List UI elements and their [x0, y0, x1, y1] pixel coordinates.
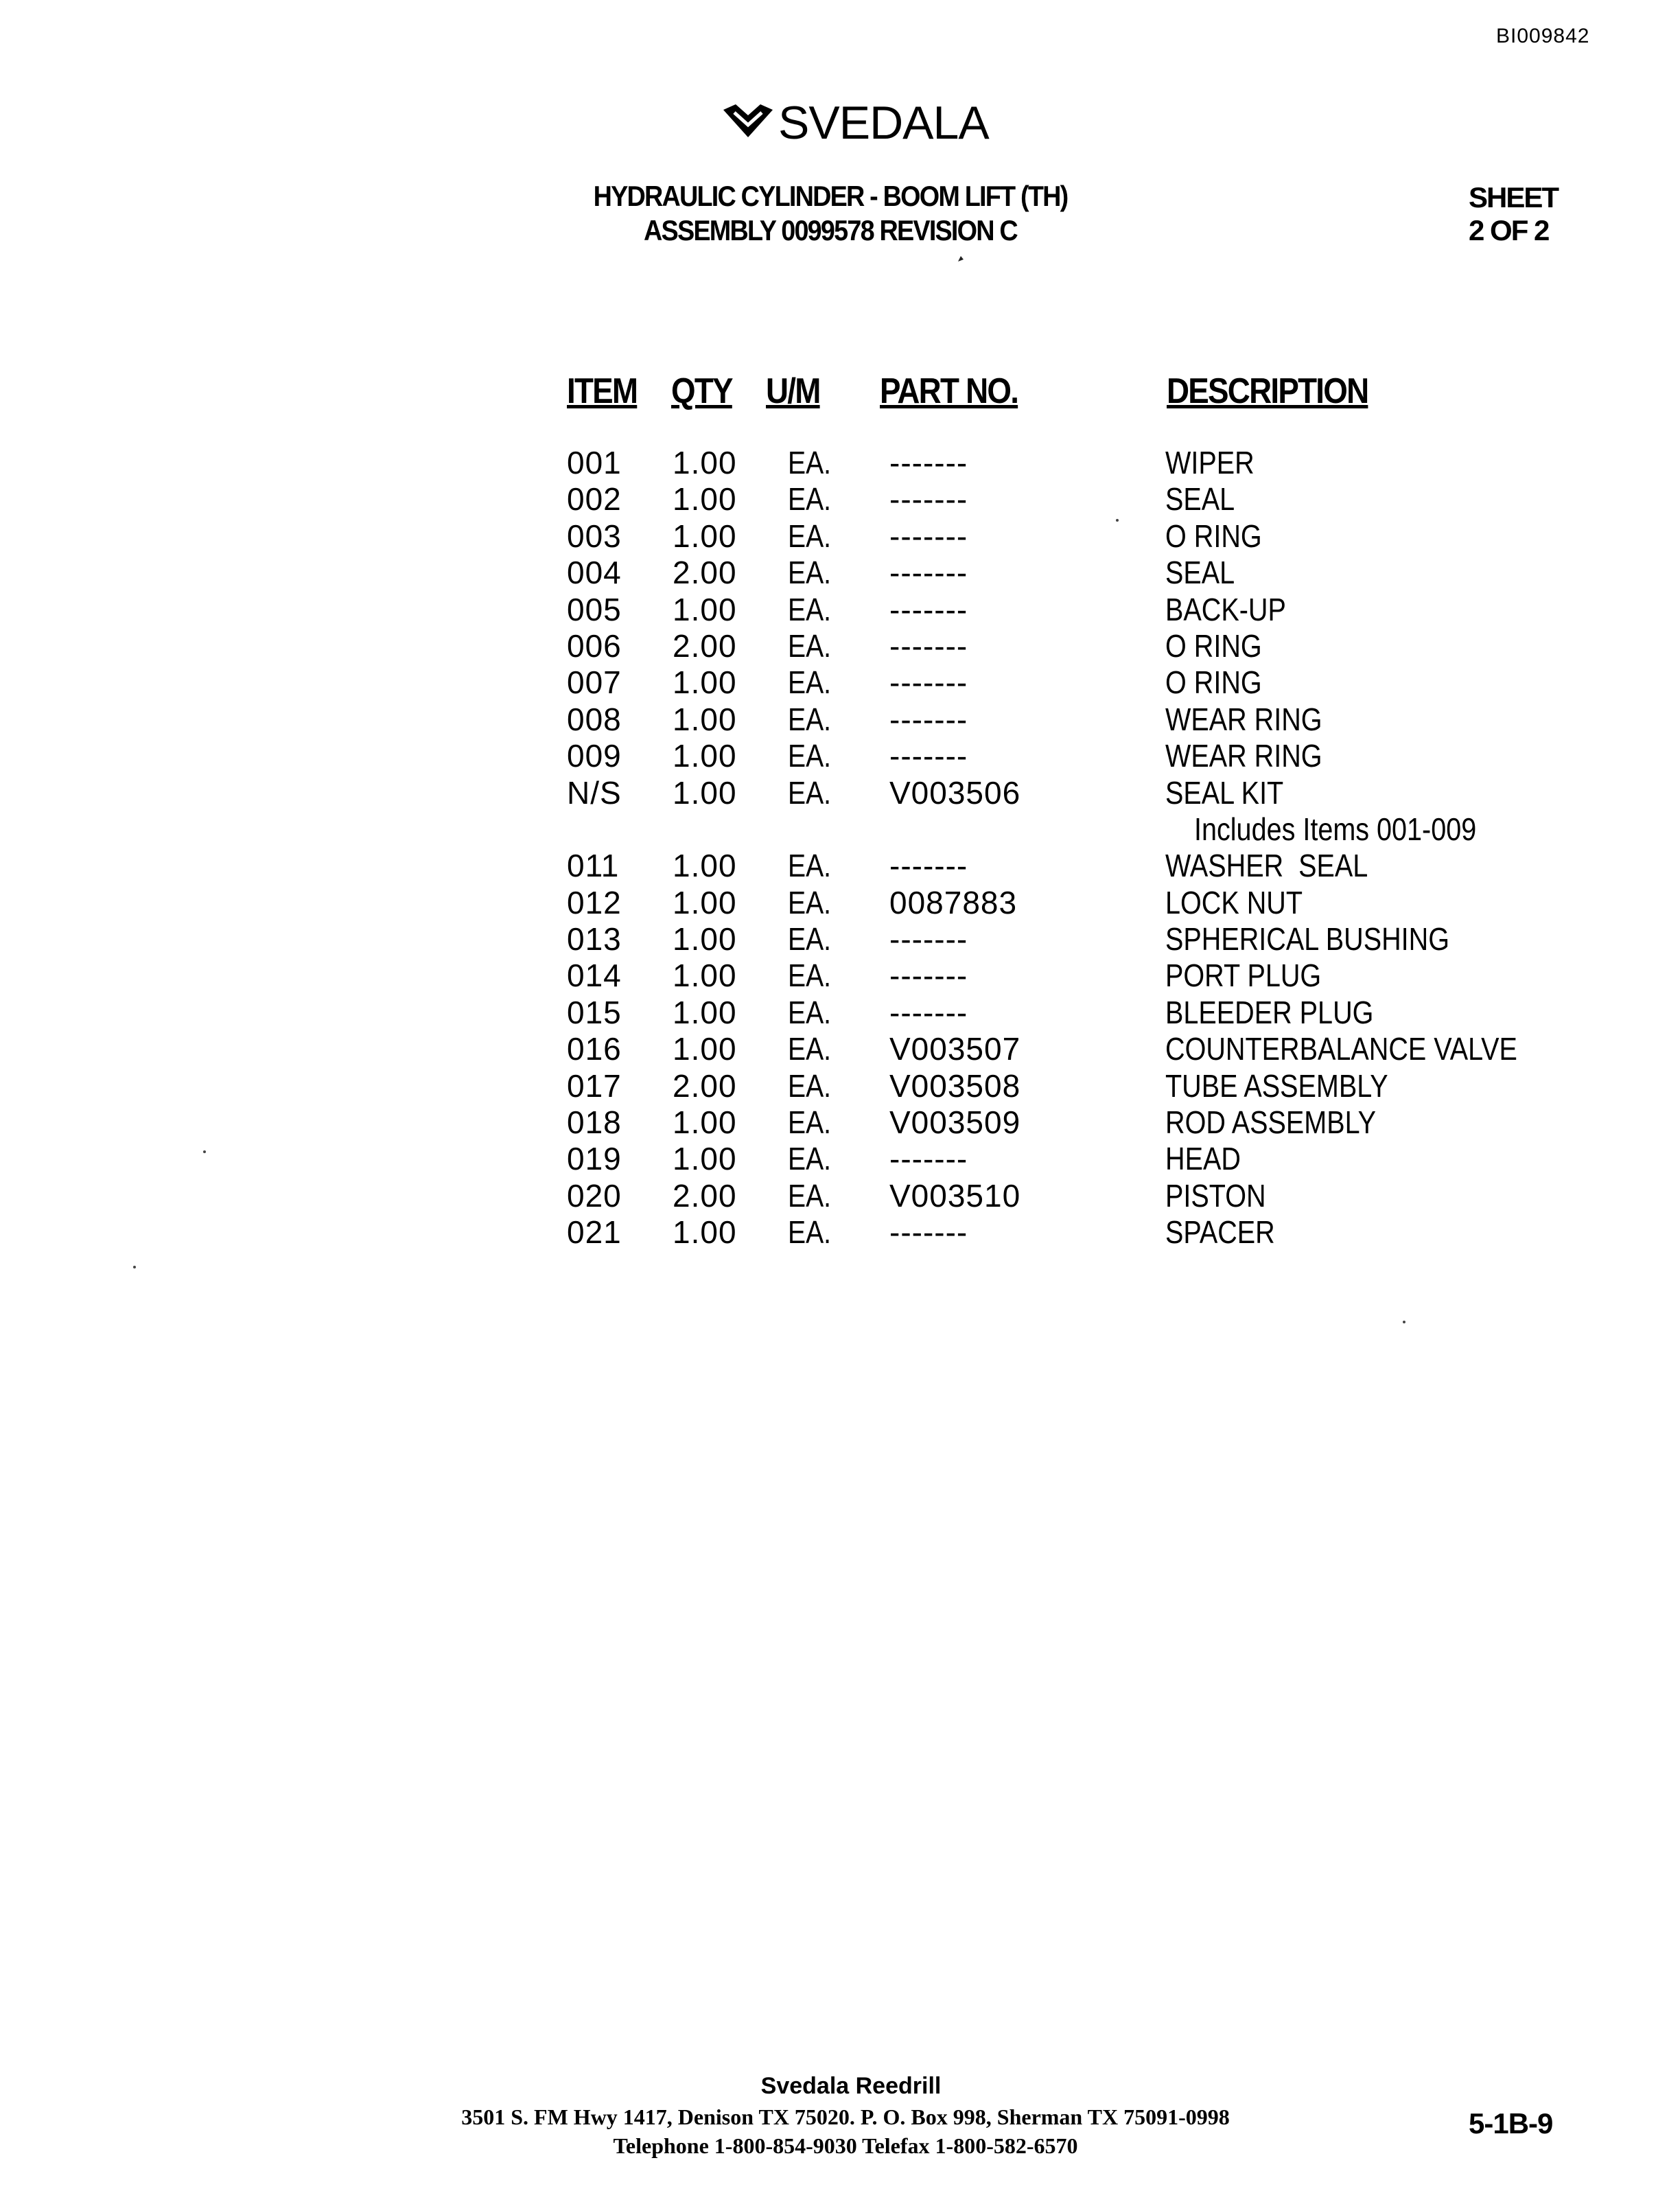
part-description: SEAL: [1165, 481, 1235, 518]
unit-of-measure: EA.: [788, 1177, 832, 1214]
scan-speck: [957, 255, 964, 262]
quantity: 1.00: [673, 774, 737, 811]
item-number: 011: [567, 848, 620, 884]
quantity: 1.00: [673, 848, 737, 884]
part-description: SEAL: [1165, 555, 1235, 591]
footer-company-name: Svedala Reedrill: [760, 2073, 942, 2099]
part-number: -------: [889, 958, 968, 994]
item-number: 002: [567, 481, 622, 518]
part-number: V003508: [889, 1067, 1021, 1104]
svedala-logo: [721, 96, 989, 151]
part-number: V003509: [889, 1104, 1021, 1141]
part-number: -------: [889, 555, 968, 591]
table-row: [0, 995, 1680, 1031]
item-number: 017: [567, 1067, 622, 1104]
part-description: SEAL KIT: [1165, 774, 1284, 811]
quantity: 1.00: [673, 1214, 737, 1251]
document-subtitle: ASSEMBLY 0099578 REVISION C: [644, 214, 1017, 246]
footer-phone: Telephone 1-800-854-9030 Telefax 1-800-582-6570: [613, 2133, 1078, 2158]
item-number: 007: [567, 664, 622, 701]
table-row: [0, 518, 1680, 555]
part-description: O RING: [1165, 627, 1262, 664]
item-number: 014: [567, 958, 622, 994]
table-row: [0, 848, 1680, 884]
column-header-description: DESCRIPTION: [1167, 371, 1368, 411]
part-number: V003507: [889, 1031, 1021, 1067]
part-description: WASHER SEAL: [1165, 848, 1368, 884]
item-number: 019: [567, 1141, 622, 1177]
part-number: -------: [889, 1141, 968, 1177]
unit-of-measure: EA.: [788, 701, 832, 737]
parts-list: [0, 445, 1680, 1251]
quantity: 2.00: [673, 627, 737, 664]
item-number: N/S: [567, 774, 622, 811]
unit-of-measure: EA.: [788, 994, 832, 1030]
item-number: 016: [567, 1031, 622, 1067]
unit-of-measure: EA.: [788, 1104, 832, 1141]
table-row: [0, 702, 1680, 738]
scan-speck: [1403, 1321, 1405, 1323]
item-number: 015: [567, 994, 622, 1030]
unit-of-measure: EA.: [788, 627, 832, 664]
part-number: -------: [889, 921, 968, 958]
quantity: 1.00: [673, 518, 737, 554]
part-number: 0087883: [889, 884, 1018, 920]
document-title: HYDRAULIC CYLINDER - BOOM LIFT (TH): [593, 180, 1068, 212]
sheet-label: SHEET: [1469, 181, 1559, 213]
quantity: 1.00: [673, 884, 737, 920]
unit-of-measure: EA.: [788, 591, 832, 627]
part-number: -------: [889, 848, 968, 884]
table-row: [0, 1068, 1680, 1104]
part-description: SPACER: [1165, 1214, 1275, 1251]
part-description: WEAR RING: [1165, 738, 1322, 774]
quantity: 1.00: [673, 701, 737, 737]
table-row: [0, 628, 1680, 664]
part-description: COUNTERBALANCE VALVE: [1165, 1031, 1517, 1067]
unit-of-measure: EA.: [788, 848, 832, 884]
item-number: 004: [567, 555, 622, 591]
part-description: PISTON: [1165, 1177, 1266, 1214]
item-number: 013: [567, 921, 622, 958]
item-number: 021: [567, 1214, 622, 1251]
unit-of-measure: EA.: [788, 958, 832, 994]
scan-speck: [1116, 519, 1119, 522]
table-row: [0, 885, 1680, 921]
table-row: [0, 555, 1680, 591]
column-header-qty: QTY: [671, 371, 732, 411]
quantity: 1.00: [673, 481, 737, 518]
table-row: [0, 811, 1680, 848]
document-id: BI009842: [1496, 25, 1590, 47]
part-number: -------: [889, 701, 968, 737]
table-row: [0, 775, 1680, 811]
part-description: BLEEDER PLUG: [1165, 994, 1374, 1030]
unit-of-measure: EA.: [788, 921, 832, 958]
part-description: WEAR RING: [1165, 701, 1322, 737]
part-number: V003506: [889, 774, 1021, 811]
item-number: 008: [567, 701, 622, 737]
part-description: O RING: [1165, 518, 1262, 554]
item-number: 020: [567, 1177, 622, 1214]
part-description: O RING: [1165, 664, 1262, 701]
unit-of-measure: EA.: [788, 738, 832, 774]
unit-of-measure: EA.: [788, 555, 832, 591]
table-row: [0, 1104, 1680, 1141]
quantity: 1.00: [673, 958, 737, 994]
quantity: 1.00: [673, 1031, 737, 1067]
unit-of-measure: EA.: [788, 664, 832, 701]
table-row: [0, 592, 1680, 628]
table-row: [0, 1141, 1680, 1177]
table-row: [0, 1178, 1680, 1214]
page-number: 5-1B-9: [1469, 2107, 1553, 2140]
part-number: -------: [889, 481, 968, 518]
part-number: -------: [889, 738, 968, 774]
item-number: 009: [567, 738, 622, 774]
unit-of-measure: EA.: [788, 445, 832, 480]
quantity: 1.00: [673, 1141, 737, 1177]
svedala-logo-icon: [721, 100, 775, 141]
unit-of-measure: EA.: [788, 1214, 832, 1251]
unit-of-measure: EA.: [788, 481, 832, 518]
part-number: V003510: [889, 1177, 1021, 1214]
part-number: -------: [889, 445, 968, 480]
table-row: [0, 664, 1680, 701]
part-description: LOCK NUT: [1165, 884, 1303, 920]
scan-speck: [203, 1150, 206, 1153]
quantity: 1.00: [673, 1104, 737, 1141]
part-description: TUBE ASSEMBLY: [1165, 1067, 1388, 1104]
table-row: [0, 445, 1680, 481]
table-row: [0, 481, 1680, 518]
table-row: [0, 1031, 1680, 1067]
column-header-um: U/M: [766, 371, 820, 411]
quantity: 1.00: [673, 591, 737, 627]
part-number: -------: [889, 627, 968, 664]
unit-of-measure: EA.: [788, 774, 832, 811]
unit-of-measure: EA.: [788, 1067, 832, 1104]
scan-speck: [133, 1266, 136, 1268]
logo-text: SVEDALA: [778, 97, 989, 149]
table-row: [0, 958, 1680, 994]
item-number: 012: [567, 884, 622, 920]
part-number: -------: [889, 518, 968, 554]
item-number: 003: [567, 518, 622, 554]
table-row: [0, 738, 1680, 774]
part-description: HEAD: [1165, 1141, 1241, 1177]
item-number: 005: [567, 591, 622, 627]
part-description: WIPER: [1165, 445, 1255, 480]
column-header-item: ITEM: [567, 371, 638, 411]
quantity: 1.00: [673, 664, 737, 701]
part-description: PORT PLUG: [1165, 958, 1322, 994]
quantity: 1.00: [673, 994, 737, 1030]
quantity: 1.00: [673, 921, 737, 958]
part-description: ROD ASSEMBLY: [1165, 1104, 1377, 1141]
quantity: 1.00: [673, 445, 737, 480]
part-number: -------: [889, 994, 968, 1030]
sheet-number: 2 OF 2: [1469, 214, 1549, 246]
unit-of-measure: EA.: [788, 518, 832, 554]
part-number: -------: [889, 664, 968, 701]
quantity: 2.00: [673, 1177, 737, 1214]
item-number: 001: [567, 445, 622, 480]
quantity: 1.00: [673, 738, 737, 774]
quantity: 2.00: [673, 1067, 737, 1104]
column-header-part-no: PART NO.: [880, 371, 1018, 411]
unit-of-measure: EA.: [788, 1031, 832, 1067]
table-row: [0, 921, 1680, 958]
part-number: -------: [889, 591, 968, 627]
part-description: BACK-UP: [1165, 591, 1286, 627]
table-row: [0, 1214, 1680, 1251]
item-number: 006: [567, 627, 622, 664]
kit-contents-note: Includes Items 001-009: [1194, 811, 1477, 847]
unit-of-measure: EA.: [788, 884, 832, 920]
part-description: SPHERICAL BUSHING: [1165, 921, 1450, 958]
quantity: 2.00: [673, 555, 737, 591]
item-number: 018: [567, 1104, 622, 1141]
unit-of-measure: EA.: [788, 1141, 832, 1177]
footer-address: 3501 S. FM Hwy 1417, Denison TX 75020. P. O. Box 998, Sherman TX 75091-0998: [461, 2105, 1230, 2129]
part-number: -------: [889, 1214, 968, 1251]
